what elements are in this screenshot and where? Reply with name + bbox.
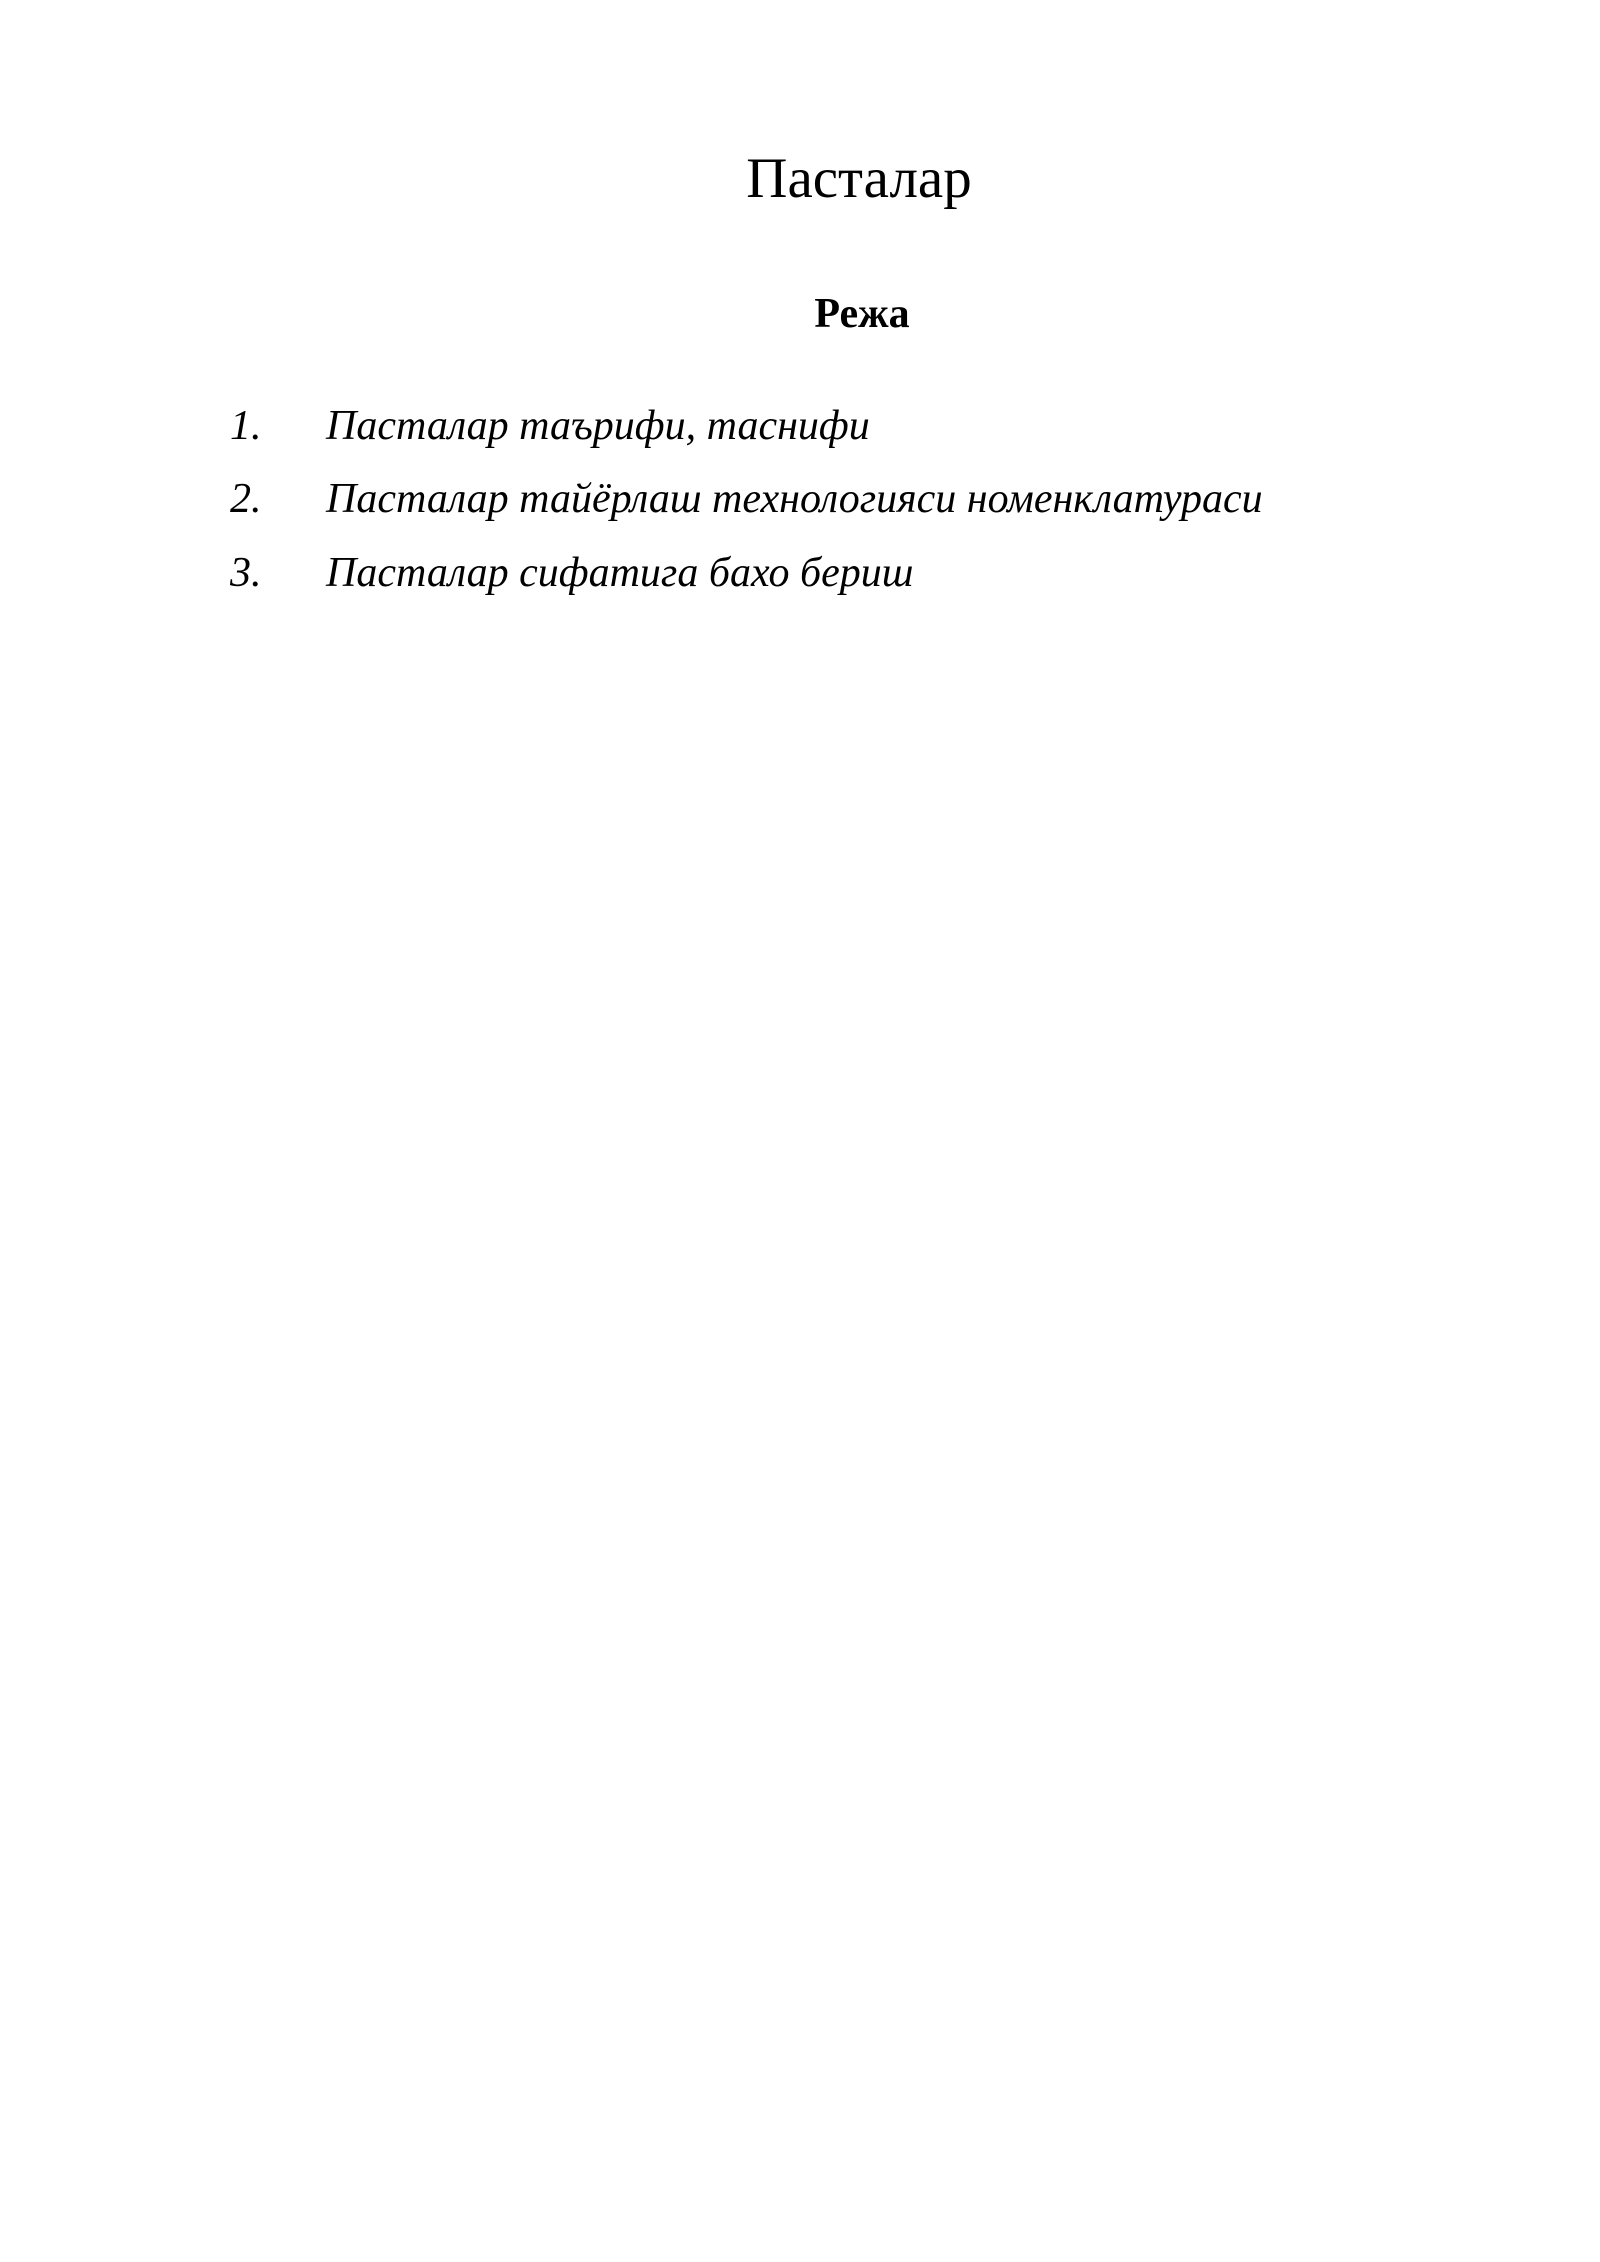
plan-heading: Режа	[814, 291, 910, 337]
plan-item-number: 1.	[230, 403, 262, 449]
plan-item-text: Пасталар тайёрлаш технологияси номенклатураси	[326, 476, 1263, 522]
plan-item-1	[0, 405, 1600, 461]
plan-item-2	[0, 478, 1600, 534]
plan-item-3	[0, 552, 1600, 608]
plan-item-text: Пасталар таърифи, таснифи	[326, 403, 870, 449]
plan-item-number: 3.	[230, 550, 262, 596]
page-title: Пасталар	[746, 147, 972, 210]
plan-item-number: 2.	[230, 476, 262, 522]
plan-item-text: Пасталар сифатига бахо бериш	[326, 550, 914, 596]
